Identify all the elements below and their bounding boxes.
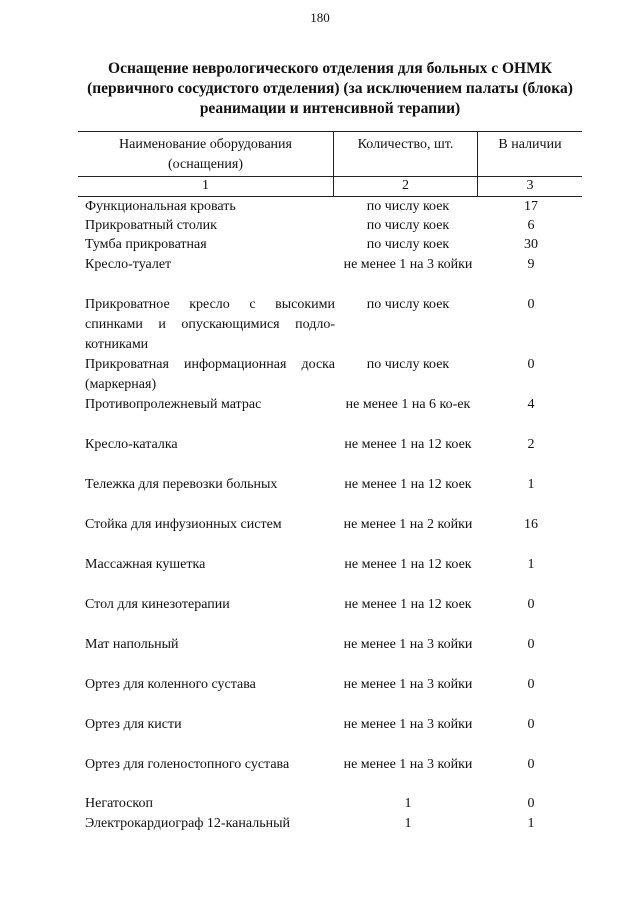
equipment-quantity: 1 bbox=[404, 816, 412, 831]
equipment-available: 0 bbox=[527, 637, 535, 652]
equipment-available: 30 bbox=[524, 237, 538, 252]
table-row bbox=[78, 675, 582, 715]
equipment-name: Ортез для голеностопного сустава bbox=[85, 757, 290, 772]
table-row bbox=[78, 715, 582, 755]
table-row bbox=[78, 814, 582, 834]
equipment-available: 17 bbox=[524, 199, 538, 214]
equipment-quantity: по числу коек bbox=[366, 218, 450, 233]
equipment-available: 6 bbox=[527, 218, 535, 233]
document-title bbox=[80, 59, 580, 119]
table-row bbox=[78, 555, 582, 595]
table-row bbox=[78, 475, 582, 515]
equipment-quantity: не менее 1 на 12 коек bbox=[344, 597, 472, 612]
equipment-quantity: по числу коек bbox=[366, 357, 450, 372]
title-line-1: Оснащение неврологического отделения для больных с ОНМК bbox=[108, 60, 552, 77]
equipment-quantity: не менее 1 на 2 койки bbox=[343, 517, 473, 532]
equipment-available: 0 bbox=[527, 796, 535, 811]
equipment-name: Массажная кушетка bbox=[85, 557, 206, 572]
header-available: В наличии bbox=[498, 137, 562, 152]
equipment-quantity: 1 bbox=[404, 796, 412, 811]
equipment-available: 0 bbox=[527, 597, 535, 612]
table-row bbox=[78, 255, 582, 295]
table-row bbox=[78, 755, 582, 794]
title-line-2: (первичного сосудистого отделения) (за исключением палаты (блока) bbox=[87, 80, 573, 97]
equipment-quantity: не менее 1 на 3 койки bbox=[343, 257, 473, 272]
equipment-available: 9 bbox=[527, 257, 535, 272]
equipment-available: 2 bbox=[527, 437, 535, 452]
equipment-name: Ортез для кисти bbox=[85, 717, 182, 732]
equipment-name: Тележка для перевозки больных bbox=[85, 477, 278, 492]
equipment-name: Стол для кинезотерапии bbox=[85, 597, 230, 612]
equipment-available: 16 bbox=[524, 517, 538, 532]
table-header bbox=[78, 131, 582, 177]
equipment-available: 0 bbox=[527, 297, 535, 312]
table-row bbox=[78, 595, 582, 635]
table-row bbox=[78, 515, 582, 555]
equipment-name: Прикроватный столик bbox=[85, 218, 217, 233]
header-name bbox=[78, 135, 333, 175]
equipment-available: 4 bbox=[527, 397, 535, 412]
equipment-table-body bbox=[78, 197, 582, 834]
equipment-name: Прикроватная информационная доска (маркерная) bbox=[85, 357, 335, 392]
column-number-2: 2 bbox=[402, 178, 409, 193]
header-quantity: Количество, шт. bbox=[357, 137, 454, 152]
equipment-name: Электрокардиограф 12-канальный bbox=[85, 816, 290, 831]
equipment-name: Функциональная кровать bbox=[85, 199, 236, 214]
table-row bbox=[78, 235, 582, 255]
table-row bbox=[78, 794, 582, 814]
equipment-name: Противопролежневый матрас bbox=[85, 397, 262, 412]
table-row bbox=[78, 197, 582, 216]
equipment-quantity: по числу коек bbox=[366, 297, 450, 312]
equipment-quantity: по числу коек bbox=[366, 199, 450, 214]
equipment-quantity: не менее 1 на 3 койки bbox=[343, 717, 473, 732]
column-number-row bbox=[78, 176, 582, 197]
equipment-quantity: не менее 1 на 12 коек bbox=[344, 557, 472, 572]
column-number-3: 3 bbox=[526, 178, 534, 193]
column-number-1: 1 bbox=[202, 178, 209, 193]
equipment-name: Стойка для инфузионных систем bbox=[85, 517, 282, 532]
title-line-3: реанимации и интенсивной терапии) bbox=[199, 100, 461, 117]
table-row bbox=[78, 435, 582, 475]
equipment-available: 1 bbox=[527, 557, 535, 572]
table-row bbox=[78, 355, 582, 395]
equipment-quantity: не менее 1 на 6 ко-ек bbox=[345, 397, 471, 412]
equipment-name: Прикроватное кресло с высокими спинками и опускающимися подло-котниками bbox=[85, 297, 335, 352]
equipment-name: Ортез для коленного сустава bbox=[85, 677, 256, 692]
equipment-quantity: не менее 1 на 3 койки bbox=[343, 637, 473, 652]
equipment-available: 0 bbox=[527, 357, 535, 372]
equipment-available: 1 bbox=[527, 477, 535, 492]
page-number: 180 bbox=[310, 10, 330, 25]
header-name-line-2: (оснащения) bbox=[167, 157, 243, 172]
equipment-name: Кресло-каталка bbox=[85, 437, 178, 452]
table-row bbox=[78, 635, 582, 675]
equipment-available: 1 bbox=[527, 816, 535, 831]
equipment-available: 0 bbox=[527, 677, 535, 692]
equipment-name: Тумба прикроватная bbox=[85, 237, 207, 252]
equipment-name: Негатоскоп bbox=[85, 796, 153, 811]
table-row bbox=[78, 395, 582, 435]
equipment-quantity: не менее 1 на 3 койки bbox=[343, 677, 473, 692]
table-row bbox=[78, 216, 582, 235]
equipment-quantity: не менее 1 на 12 коек bbox=[344, 437, 472, 452]
equipment-quantity: не менее 1 на 12 коек bbox=[344, 477, 472, 492]
equipment-quantity: по числу коек bbox=[366, 237, 450, 252]
header-name-line-1: Наименование оборудования bbox=[119, 137, 292, 152]
equipment-name: Мат напольный bbox=[85, 637, 179, 652]
equipment-name: Кресло-туалет bbox=[85, 257, 172, 272]
equipment-quantity: не менее 1 на 3 койки bbox=[343, 757, 473, 772]
equipment-available: 0 bbox=[527, 757, 535, 772]
table-row bbox=[78, 295, 582, 355]
equipment-available: 0 bbox=[527, 717, 535, 732]
